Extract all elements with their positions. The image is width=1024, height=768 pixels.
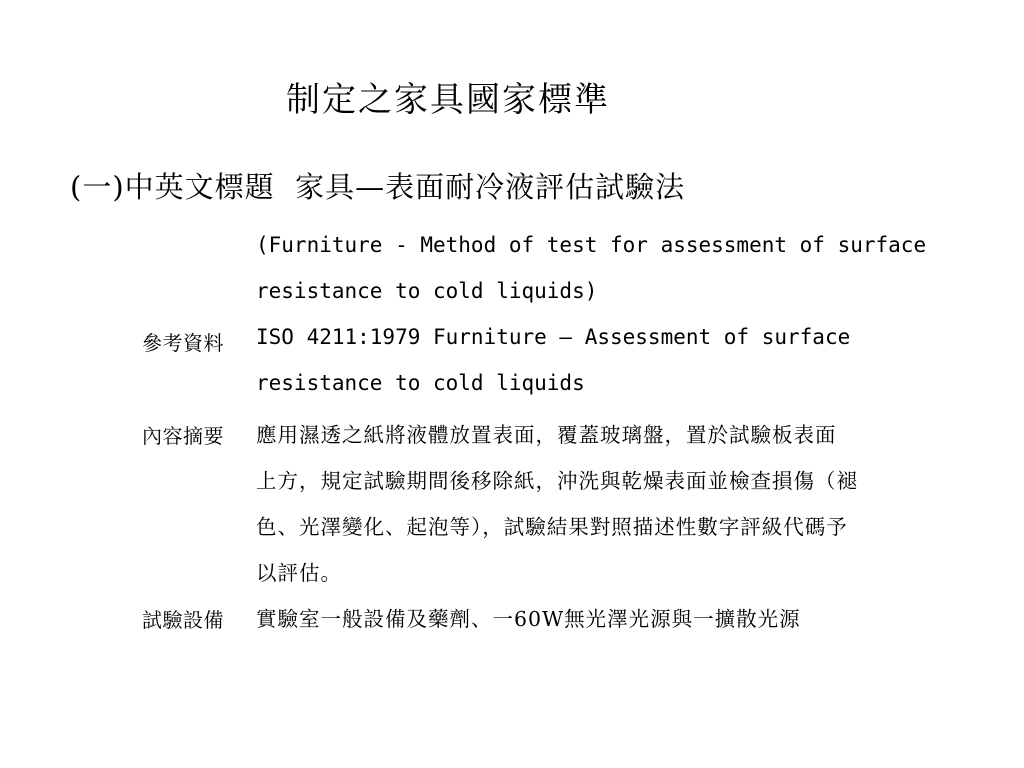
section-number: (一): [70, 170, 125, 204]
page-title: 制定之家具國家標準: [286, 80, 610, 120]
english-title-line-1: (Furniture - Method of test for assessment of surface: [256, 233, 927, 257]
section-heading: [70, 165, 685, 206]
summary-line-4: 以評估。: [256, 561, 342, 585]
section-label: 中英文標題: [124, 170, 275, 204]
english-title-line-2: resistance to cold liquids): [256, 279, 598, 303]
reference-line-2: resistance to cold liquids: [256, 371, 585, 395]
summary-line-3: 色、光澤變化、起泡等），試驗結果對照描述性數字評級代碼予: [256, 515, 848, 539]
reference-line-1: ISO 4211:1979 Furniture — Assessment of surface: [256, 325, 851, 349]
summary-line-1: 應用濕透之紙將液體放置表面，覆蓋玻璃盤，置於試驗板表面: [256, 423, 837, 447]
reference-label: 參考資料: [142, 331, 224, 355]
section-gap: [275, 170, 295, 204]
standard-chinese-name: 家具—表面耐冷液評估試驗法: [295, 170, 686, 204]
summary-line-2: 上方，規定試驗期間後移除紙，沖洗與乾燥表面並檢查損傷（褪: [256, 469, 858, 493]
summary-label: 內容摘要: [142, 424, 224, 448]
equipment-label: 試驗設備: [142, 608, 224, 632]
equipment-text: 實驗室一般設備及藥劑、一60W無光澤光源與一擴散光源: [256, 607, 801, 631]
